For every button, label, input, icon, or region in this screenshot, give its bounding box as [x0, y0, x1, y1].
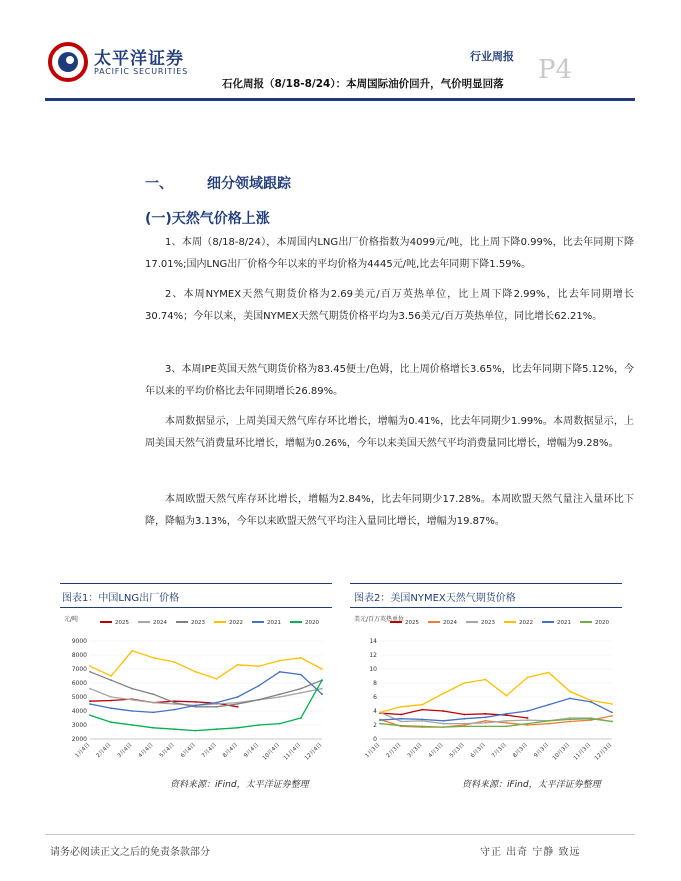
- y-tick-label: 8000: [71, 652, 87, 659]
- data-point-2020: [279, 723, 281, 725]
- data-point-2021: [569, 698, 571, 700]
- data-point-2025: [89, 700, 91, 702]
- paragraph-us-storage: [145, 411, 634, 455]
- data-point-2023: [400, 721, 402, 723]
- data-point-2022: [110, 675, 112, 677]
- x-tick-label: 8月3日: [512, 742, 530, 760]
- y-tick-label: 0: [373, 736, 377, 743]
- data-point-2022: [379, 712, 381, 714]
- x-tick-label: 9月4日: [243, 742, 261, 760]
- data-point-2020: [216, 728, 218, 730]
- data-point-2020: [258, 724, 260, 726]
- data-point-2022: [611, 703, 613, 705]
- data-point-2022: [173, 661, 175, 663]
- chart-source: 资料来源：iFind，太平洋证券整理: [462, 780, 601, 790]
- data-point-2024: [152, 702, 154, 704]
- data-point-2021: [173, 709, 175, 711]
- x-tick-label: 3月3日: [406, 742, 424, 760]
- paragraph-ipe: [145, 359, 634, 403]
- data-point-2020: [463, 726, 465, 728]
- x-tick-label: 12月3日: [593, 742, 614, 762]
- logo-company-name: 太平洋证券: [94, 49, 184, 69]
- data-point-2021: [485, 716, 487, 718]
- data-point-2022: [321, 668, 323, 670]
- data-point-2023: [506, 720, 508, 722]
- data-point-2021: [506, 713, 508, 715]
- data-point-2023: [258, 699, 260, 701]
- legend-label: 2020: [595, 620, 609, 626]
- x-tick-label: 3月4日: [116, 742, 134, 760]
- data-point-2020: [590, 718, 592, 720]
- x-tick-label: 10月4日: [261, 742, 282, 762]
- data-point-2023: [300, 688, 302, 690]
- chart-source: 资料来源：iFind，太平洋证券整理: [170, 780, 309, 790]
- chart-unit-label: 美元/百万英热单位: [354, 616, 405, 623]
- data-point-2023: [279, 693, 281, 695]
- data-point-2024: [506, 722, 508, 724]
- y-tick-label: 4: [373, 708, 377, 715]
- data-point-2021: [279, 671, 281, 673]
- data-point-2020: [527, 723, 529, 725]
- data-point-2022: [400, 706, 402, 708]
- data-point-2022: [216, 678, 218, 680]
- data-point-2021: [379, 719, 381, 721]
- data-point-2022: [527, 677, 529, 679]
- report-title: 石化周报（8/18-8/24）：本周国际油价回升，气价明显回落: [222, 78, 504, 90]
- paragraph-text: 2、本周NYMEX天然气期货价格为2.69美元/百万英热单位，比上周下降2.99%，比去年同期增长30.74%；今年以来，美国NYMEX天然气期货价格平均为3.56美元/百万英热单位，同比增长62.21%。: [145, 289, 634, 322]
- data-point-2020: [173, 728, 175, 730]
- data-point-2020: [89, 714, 91, 716]
- x-tick-label: 6月4日: [179, 742, 197, 760]
- data-point-2020: [548, 720, 550, 722]
- y-tick-label: 2: [373, 722, 377, 729]
- data-point-2022: [300, 657, 302, 659]
- data-point-2024: [89, 688, 91, 690]
- data-point-2022: [463, 682, 465, 684]
- data-point-2022: [131, 650, 133, 652]
- data-point-2021: [527, 710, 529, 712]
- data-point-2023: [237, 703, 239, 705]
- data-point-2022: [485, 679, 487, 681]
- legend-label: 2025: [405, 620, 419, 626]
- x-tick-label: 5月4日: [158, 742, 176, 760]
- series-line-2020: [90, 680, 322, 730]
- report-type: 行业周报: [470, 50, 514, 63]
- y-tick-label: 6000: [71, 680, 87, 687]
- data-point-2021: [110, 707, 112, 709]
- page-number: P4: [538, 55, 573, 85]
- y-tick-label: 14: [369, 638, 377, 645]
- data-point-2021: [300, 674, 302, 676]
- y-tick-label: 10: [369, 666, 377, 673]
- paragraph-text: 3、本周IPE英国天然气期货价格为83.45便士/色姆，比上周价格增长3.65%，比去年同期下降5.12%，今年以来的平均价格比去年同期增长26.89%。: [145, 364, 634, 397]
- data-point-2021: [152, 712, 154, 714]
- x-tick-label: 5月3日: [448, 742, 466, 760]
- y-tick-label: 9000: [71, 638, 87, 645]
- data-point-2025: [110, 700, 112, 702]
- data-point-2025: [442, 710, 444, 712]
- data-point-2021: [442, 720, 444, 722]
- data-point-2022: [548, 672, 550, 674]
- chart-top-line: [60, 583, 332, 584]
- series-line-2022: [380, 673, 612, 713]
- y-tick-label: 3000: [71, 722, 87, 729]
- data-point-2022: [89, 665, 91, 667]
- chart-nymex-price: [350, 583, 632, 793]
- data-point-2021: [590, 701, 592, 703]
- data-point-2024: [321, 688, 323, 690]
- data-point-2020: [485, 726, 487, 728]
- y-tick-label: 5000: [71, 694, 87, 701]
- data-point-2023: [216, 706, 218, 708]
- chart-lng-price: [60, 583, 342, 793]
- data-point-2025: [195, 701, 197, 703]
- logo-company-name-en: PACIFIC SECURITIES: [94, 67, 188, 76]
- x-tick-label: 9月3日: [533, 742, 551, 760]
- legend-label: 2021: [267, 620, 281, 626]
- data-point-2021: [463, 718, 465, 720]
- chart-caption: 图表2：美国NYMEX天然气期货价格: [354, 593, 516, 604]
- data-point-2021: [131, 710, 133, 712]
- data-point-2024: [131, 699, 133, 701]
- series-line-2023: [90, 672, 322, 707]
- x-tick-label: 2月4日: [95, 742, 113, 760]
- data-point-2021: [321, 693, 323, 695]
- legend-label: 2025: [115, 620, 129, 626]
- paragraph-text: 本周欧盟天然气库存环比增长，增幅为2.84%，比去年同期少17.28%。本周欧盟天然气量注入量环比下降，降幅为3.13%，今年以来欧盟天然气平均注入量同比增长，增幅为19.87%。: [145, 494, 634, 527]
- company-logo-icon: [48, 42, 88, 82]
- paragraph-text: 1、本周（8/18-8/24），本周国内LNG出厂价格指数为4099元/吨，比上周下降0.99%，比去年同期下降17.01%;国内LNG出厂价格今年以来的平均价格为4445元/吨,比去年同期下降1.59%。: [145, 237, 634, 270]
- data-point-2024: [569, 721, 571, 723]
- data-point-2025: [421, 709, 423, 711]
- data-point-2020: [379, 723, 381, 725]
- series-line-2020: [380, 719, 612, 727]
- data-point-2024: [300, 692, 302, 694]
- legend-label: 2022: [229, 620, 243, 626]
- paragraph-eu-storage: [145, 489, 634, 533]
- data-point-2020: [421, 726, 423, 728]
- footer-motto: 守正 出奇 宁静 致远: [480, 847, 581, 858]
- data-point-2021: [258, 685, 260, 687]
- data-point-2024: [611, 715, 613, 717]
- x-tick-label: 1月3日: [364, 742, 382, 760]
- data-point-2020: [152, 727, 154, 729]
- chart-lng-plot: [60, 611, 332, 771]
- legend-label: 2024: [153, 620, 167, 626]
- data-point-2021: [548, 704, 550, 706]
- paragraph-text: 本周数据显示，上周美国天然气库存环比增长，增幅为0.41%，比去年同期少1.99%。本周数据显示，上周美国天然气消费量环比增长，增幅为0.26%，今年以来美国天然气平均消费量同比增长，增幅为9.28%。: [145, 416, 634, 449]
- y-tick-label: 2000: [71, 736, 87, 743]
- x-tick-label: 12月4日: [303, 742, 324, 762]
- chart-caption-line: [60, 607, 332, 608]
- x-tick-label: 10月3日: [551, 742, 572, 762]
- x-tick-label: 11月3日: [572, 742, 593, 762]
- data-point-2023: [485, 722, 487, 724]
- legend-label: 2024: [443, 620, 457, 626]
- data-point-2024: [548, 723, 550, 725]
- data-point-2020: [506, 726, 508, 728]
- data-point-2022: [569, 691, 571, 693]
- data-point-2024: [279, 696, 281, 698]
- data-point-2022: [258, 665, 260, 667]
- data-point-2022: [421, 704, 423, 706]
- data-point-2021: [195, 705, 197, 707]
- data-point-2021: [89, 703, 91, 705]
- data-point-2022: [237, 664, 239, 666]
- y-tick-label: 8: [373, 680, 377, 687]
- x-tick-label: 7月3日: [490, 742, 508, 760]
- data-point-2022: [152, 657, 154, 659]
- data-point-2021: [216, 702, 218, 704]
- data-point-2020: [400, 725, 402, 727]
- chart-caption-line: [350, 607, 622, 608]
- chart-unit-label: 元/吨: [64, 616, 79, 623]
- data-point-2020: [195, 730, 197, 732]
- data-point-2023: [527, 719, 529, 721]
- y-tick-label: 6: [373, 694, 377, 701]
- data-point-2022: [195, 671, 197, 673]
- data-point-2025: [400, 714, 402, 716]
- x-tick-label: 4月3日: [427, 742, 445, 760]
- data-point-2023: [173, 702, 175, 704]
- data-point-2020: [131, 724, 133, 726]
- data-point-2020: [569, 719, 571, 721]
- data-point-2020: [611, 721, 613, 723]
- data-point-2025: [485, 713, 487, 715]
- chart-caption: 图表1：中国LNG出厂价格: [62, 593, 180, 604]
- chart-nymex-plot: [350, 611, 622, 771]
- section-title: 细分领域跟踪: [207, 176, 291, 192]
- x-tick-label: 4月4日: [137, 742, 155, 760]
- x-tick-label: 11月4日: [282, 742, 303, 762]
- data-point-2021: [421, 719, 423, 721]
- x-tick-label: 2月3日: [385, 742, 403, 760]
- data-point-2023: [110, 679, 112, 681]
- data-point-2023: [89, 671, 91, 673]
- paragraph-lng: [145, 232, 634, 276]
- data-point-2025: [463, 714, 465, 716]
- data-point-2023: [152, 693, 154, 695]
- paragraph-nymex: [145, 284, 634, 328]
- x-tick-label: 6月3日: [469, 742, 487, 760]
- data-point-2021: [611, 712, 613, 714]
- footer-divider: [45, 834, 635, 835]
- data-point-2024: [485, 720, 487, 722]
- x-tick-label: 1月4日: [74, 742, 92, 760]
- data-point-2023: [131, 688, 133, 690]
- legend-label: 2021: [557, 620, 571, 626]
- y-tick-label: 7000: [71, 666, 87, 673]
- section-number: 一、: [145, 176, 173, 192]
- subsection-title: (一)天然气价格上涨: [145, 211, 270, 227]
- data-point-2020: [237, 727, 239, 729]
- footer-disclaimer: 请务必阅读正文之后的免责条款部分: [50, 847, 210, 858]
- data-point-2025: [237, 706, 239, 708]
- data-point-2025: [527, 717, 529, 719]
- data-point-2022: [442, 693, 444, 695]
- legend-label: 2023: [191, 620, 205, 626]
- data-point-2021: [237, 696, 239, 698]
- data-point-2020: [110, 721, 112, 723]
- x-tick-label: 7月4日: [200, 742, 218, 760]
- x-tick-label: 8月4日: [222, 742, 240, 760]
- legend-label: 2022: [519, 620, 533, 626]
- y-tick-label: 4000: [71, 708, 87, 715]
- legend-label: 2020: [305, 620, 319, 626]
- data-point-2024: [110, 696, 112, 698]
- data-point-2021: [400, 718, 402, 720]
- chart-top-line: [350, 583, 622, 584]
- data-point-2020: [442, 726, 444, 728]
- data-point-2020: [321, 679, 323, 681]
- data-point-2022: [506, 695, 508, 697]
- y-tick-label: 12: [369, 652, 377, 659]
- header-divider: [45, 98, 635, 101]
- data-point-2022: [279, 660, 281, 662]
- data-point-2023: [442, 723, 444, 725]
- data-point-2020: [300, 717, 302, 719]
- data-point-2023: [463, 723, 465, 725]
- legend-label: 2023: [481, 620, 495, 626]
